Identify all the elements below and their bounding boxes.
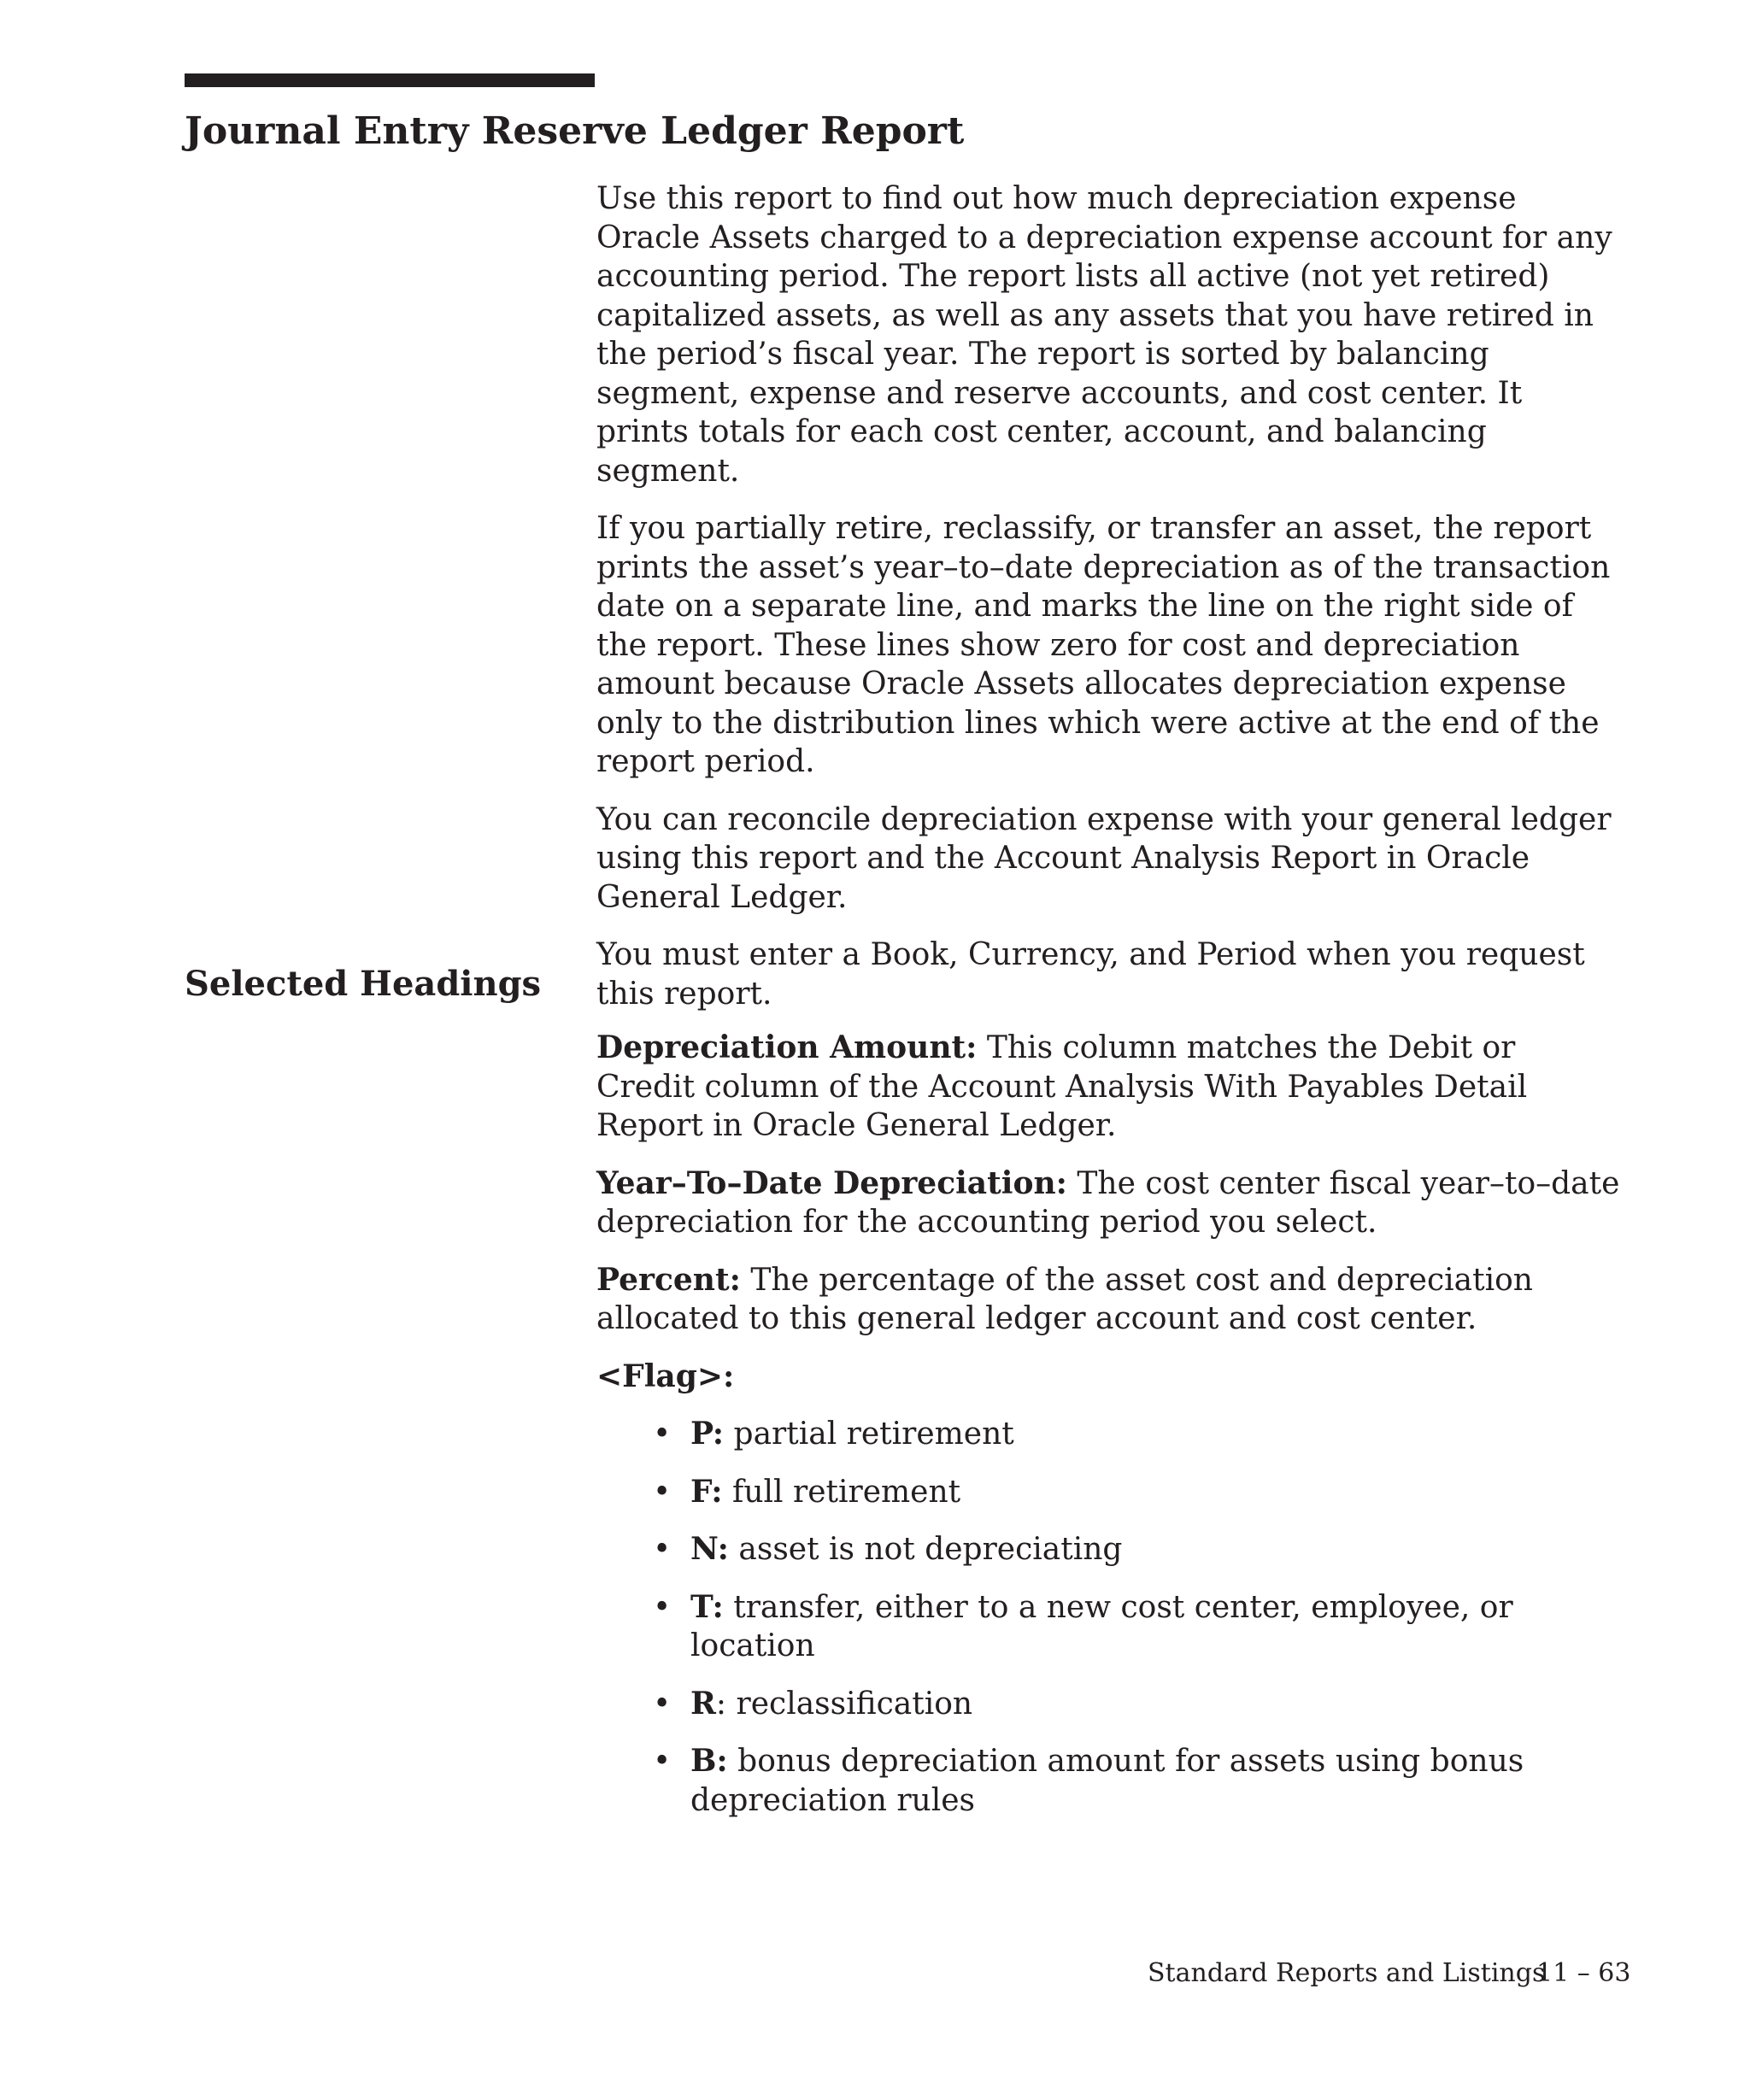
flag-code: F: [690,1473,723,1510]
flag-list [596,1415,1622,1820]
selected-headings-section [596,1029,1622,1839]
flag-code: B: [690,1743,728,1779]
heading-desc: The cost center fiscal year–to–date depreciation for the accounting period you select. [596,1165,1620,1240]
flag-code: P: [690,1416,725,1452]
flag-desc: reclassification [736,1686,973,1722]
heading-term: Year–To–Date Depreciation: [596,1164,1067,1201]
intro-paragraph: You can reconcile depreciation expense with your general ledger using this report and the Account Analysis Report in Oracle General Ledger. [596,801,1612,915]
intro-paragraph: Use this report to find out how much depreciation expense Oracle Assets charged to a depreciation expense account for any accounting period. The report lists all active (not yet retired) capitalized assets, as well as any assets that you have retired in the period’s fiscal year. The report is sorted by balancing segment, expense and reserve accounts, and cost center. It prints totals for each cost center, account, and balancing segment. [596,181,1612,489]
heading-term: Percent: [596,1261,741,1298]
intro-paragraph: You must enter a Book, Currency, and Period when you request this report. [596,937,1585,1012]
flag-code: N: [690,1531,729,1567]
flag-item [596,1530,1622,1569]
footer-section-title: Standard Reports and Listings [1148,1958,1546,1988]
heading-desc: The percentage of the asset cost and depreciation allocated to this general ledger account and cost center. [596,1262,1533,1336]
page-number: 11 – 63 [1536,1958,1631,1988]
flag-desc: transfer, either to a new cost center, employee, or location [690,1589,1513,1663]
flag-item [596,1685,1622,1724]
flag-desc: bonus depreciation amount for assets using bonus depreciation rules [690,1744,1524,1818]
heading-item [596,1029,1622,1146]
selected-headings-title: Selected Headings [185,964,542,1004]
flag-item [596,1473,1622,1512]
page-title: Journal Entry Reserve Ledger Report [185,109,965,153]
flag-item [596,1588,1622,1666]
flag-code: T: [690,1588,724,1625]
flag-separator: : [715,1686,727,1722]
header-rule [185,73,595,87]
flag-item [596,1415,1622,1454]
flag-desc: full retirement [732,1474,961,1510]
heading-item [596,1164,1622,1242]
flag-desc: partial retirement [733,1417,1014,1452]
intro-section [596,179,1622,1032]
heading-item [596,1261,1622,1339]
flag-label-line [596,1358,1622,1397]
heading-desc: This column matches the Debit or Credit column of the Account Analysis With Payables Detail Report in Oracle General Ledger. [596,1030,1528,1143]
flag-label: <Flag>: [596,1358,735,1394]
flag-desc: asset is not depreciating [738,1532,1123,1567]
flag-code: R [690,1685,716,1722]
intro-paragraph: If you partially retire, reclassify, or transfer an asset, the report prints the asset’s year–to–date depreciation as of the transaction date on a separate line, and marks the line on the right side of the report. These lines show zero for cost and depreciation amount because Oracle Assets allocates depreciation expense only to the distribution lines which were active at the end of the report period. [596,511,1611,779]
flag-item [596,1742,1622,1820]
heading-term: Depreciation Amount: [596,1029,978,1065]
